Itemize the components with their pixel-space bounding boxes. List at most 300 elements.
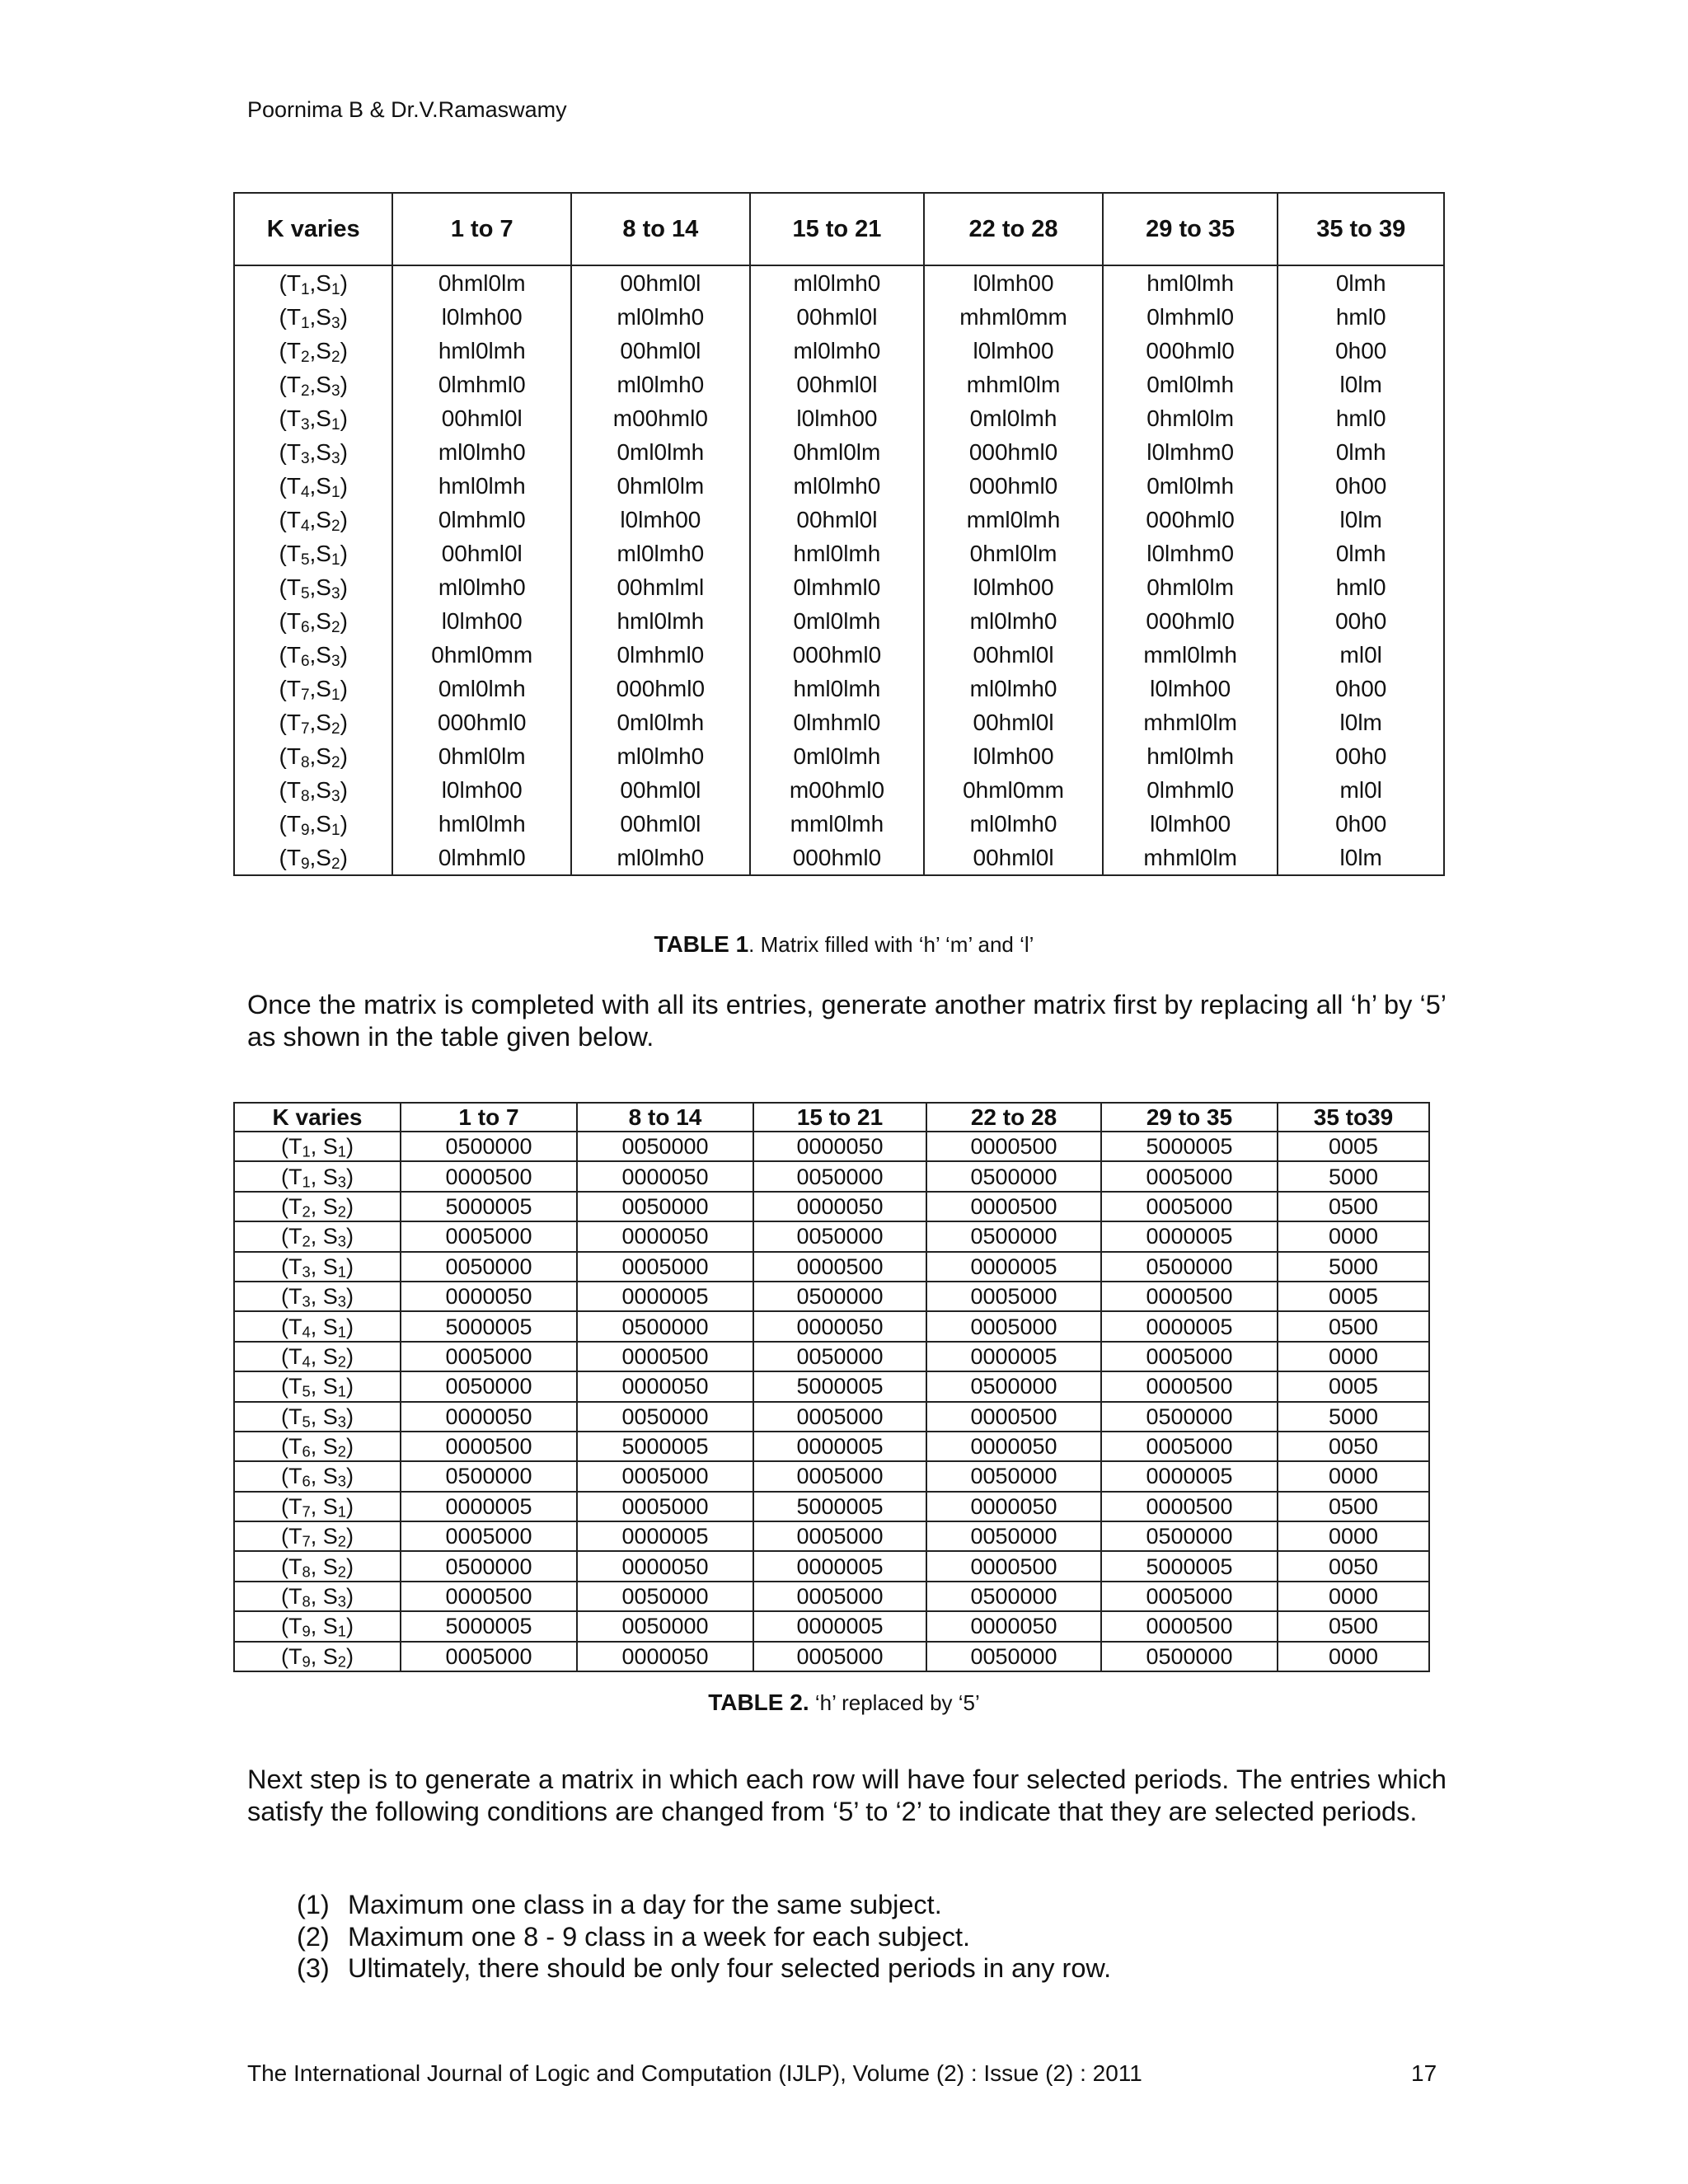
table-row: [234, 300, 1444, 334]
table-cell: 00hml0l: [750, 300, 925, 334]
table-cell: 0500000: [401, 1132, 577, 1161]
table-cell: 0500: [1278, 1492, 1429, 1521]
table-cell: 0050000: [753, 1161, 926, 1191]
table-1-header-row: [234, 193, 1444, 265]
table-cell: 0000050: [401, 1402, 577, 1432]
footer-journal: The International Journal of Logic and Computation (IJLP), Volume (2) : Issue (2) : 2011: [247, 2060, 1142, 2086]
table-cell: 0500000: [926, 1582, 1101, 1611]
row-label: $(T_6,S_2)$: [234, 604, 392, 638]
table-cell: 0000500: [926, 1132, 1101, 1161]
table-cell: l0lmhm0: [1103, 435, 1278, 469]
row-label: $(T_2,S_3)$: [234, 368, 392, 401]
subscript-t: 4: [302, 1323, 311, 1341]
table-cell: 0h00: [1278, 334, 1444, 368]
table-cell: 000hml0: [392, 705, 571, 739]
table-cell: 0005000: [577, 1461, 753, 1491]
table-row: [234, 1221, 1429, 1251]
table-cell: ml0lmh0: [924, 807, 1103, 841]
table-cell: ml0lmh0: [571, 739, 750, 773]
table-cell: 0lmhml0: [392, 368, 571, 401]
table-1-caption-label: TABLE 1: [654, 931, 749, 957]
table-cell: 0005000: [1101, 1161, 1278, 1191]
table-cell: 0500000: [401, 1551, 577, 1581]
table-cell: mml0lmh: [750, 807, 925, 841]
table-cell: 0050000: [753, 1221, 926, 1251]
table-cell: 0500000: [926, 1161, 1101, 1191]
row-label: ($T_4$, $S_2$): [234, 1342, 401, 1371]
table-cell: 00hml0l: [571, 773, 750, 807]
table-cell: 0050000: [577, 1132, 753, 1161]
subscript-s: 3: [331, 449, 340, 467]
subscript-s: 1: [331, 280, 340, 298]
table-row: [234, 537, 1444, 570]
table-cell: 0000005: [753, 1611, 926, 1641]
table-cell: 00hml0l: [750, 368, 925, 401]
table-cell: 0500: [1278, 1311, 1429, 1341]
table-cell: 0000005: [1101, 1311, 1278, 1341]
table-cell: mhml0lm: [1103, 705, 1278, 739]
table-cell: 0ml0lmh: [1103, 368, 1278, 401]
table-cell: 0005000: [577, 1492, 753, 1521]
row-label: $(T_4,S_2)$: [234, 503, 392, 537]
subscript-s: 3: [337, 1413, 346, 1431]
condition-item: [297, 1921, 1111, 1953]
row-label: $(T_1,S_1)$: [234, 265, 392, 300]
subscript-s: 1: [337, 1142, 346, 1160]
table-cell: 0000050: [577, 1161, 753, 1191]
table-cell: 0500000: [1101, 1402, 1278, 1432]
subscript-t: 5: [302, 1382, 311, 1400]
table-row: [234, 1432, 1429, 1461]
row-label: $(T_4,S_1)$: [234, 469, 392, 503]
subscript-s: 2: [331, 719, 340, 738]
table-cell: 000hml0: [924, 469, 1103, 503]
table-cell: 0ml0lmh: [750, 604, 925, 638]
table-cell: ml0lmh0: [750, 265, 925, 300]
conditions-list: [297, 1889, 1111, 1985]
subscript-t: 5: [300, 551, 310, 569]
table-cell: 000hml0: [924, 435, 1103, 469]
subscript-t: 5: [302, 1413, 311, 1431]
table-cell: 0050000: [926, 1521, 1101, 1551]
table-row: [234, 265, 1444, 300]
table-cell: 0000500: [1101, 1492, 1278, 1521]
column-header: 29 to 35: [1101, 1103, 1278, 1132]
row-label: $(T_6,S_3)$: [234, 638, 392, 672]
condition-text: Maximum one 8 - 9 class in a week for each subject.: [348, 1921, 971, 1952]
table-row: [234, 1551, 1429, 1581]
table-cell: 0000: [1278, 1461, 1429, 1491]
row-label: ($T_2$, $S_3$): [234, 1221, 401, 1251]
table-1: [233, 192, 1445, 876]
table-cell: 0050: [1278, 1432, 1429, 1461]
table-cell: ml0l: [1278, 773, 1444, 807]
subscript-t: 3: [300, 415, 310, 434]
subscript-t: 4: [300, 483, 310, 501]
row-label: ($T_6$, $S_3$): [234, 1461, 401, 1491]
table-cell: 0000500: [1101, 1611, 1278, 1641]
subscript-s: 1: [331, 415, 340, 434]
subscript-t: 7: [302, 1532, 311, 1550]
row-label: $(T_8,S_3)$: [234, 773, 392, 807]
table-cell: 0005000: [1101, 1582, 1278, 1611]
subscript-s: 3: [337, 1592, 346, 1610]
column-header: 8 to 14: [577, 1103, 753, 1132]
condition-number: (1): [297, 1890, 330, 1919]
table-cell: 5000: [1278, 1252, 1429, 1282]
subscript-s: 1: [337, 1623, 346, 1641]
row-label: $(T_3,S_1)$: [234, 401, 392, 435]
table-cell: 0050000: [753, 1342, 926, 1371]
table-cell: 0000050: [926, 1432, 1101, 1461]
row-label: ($T_2$, $S_2$): [234, 1192, 401, 1221]
condition-text: Maximum one class in a day for the same subject.: [348, 1890, 942, 1919]
table-row: [234, 1192, 1429, 1221]
table-cell: 0000005: [1101, 1461, 1278, 1491]
table-row: [234, 1371, 1429, 1401]
subscript-s: 2: [337, 1442, 346, 1460]
table-cell: 0005000: [1101, 1342, 1278, 1371]
table-row: [234, 1461, 1429, 1491]
table-cell: 0005000: [753, 1461, 926, 1491]
row-label: $(T_7,S_1)$: [234, 672, 392, 705]
table-cell: 0500000: [926, 1221, 1101, 1251]
table-2-caption-text: ‘h’ replaced by ‘5’: [809, 1690, 980, 1715]
subscript-t: 5: [300, 584, 310, 602]
table-cell: 0005000: [926, 1282, 1101, 1311]
table-cell: ml0lmh0: [571, 537, 750, 570]
table-row: [234, 705, 1444, 739]
table-cell: 0lmhml0: [1103, 300, 1278, 334]
table-cell: 0005: [1278, 1132, 1429, 1161]
table-cell: 0hml0lm: [392, 739, 571, 773]
table-row: [234, 1582, 1429, 1611]
table-cell: 0000005: [1101, 1221, 1278, 1251]
table-cell: ml0lmh0: [392, 435, 571, 469]
table-cell: hml0lmh: [1103, 739, 1278, 773]
subscript-t: 8: [300, 787, 310, 805]
row-label: ($T_5$, $S_1$): [234, 1371, 401, 1401]
table-cell: ml0lmh0: [750, 469, 925, 503]
row-label: $(T_7,S_2)$: [234, 705, 392, 739]
table-cell: 0005000: [401, 1521, 577, 1551]
subscript-s: 2: [331, 348, 340, 366]
table-cell: l0lmh00: [924, 265, 1103, 300]
table-cell: m00hml0: [750, 773, 925, 807]
table-cell: 0500000: [401, 1461, 577, 1491]
table-cell: 0000005: [926, 1342, 1101, 1371]
table-cell: 0000005: [753, 1432, 926, 1461]
table-cell: ml0l: [1278, 638, 1444, 672]
column-header: 15 to 21: [750, 193, 925, 265]
table-cell: 0050000: [577, 1611, 753, 1641]
row-label: ($T_7$, $S_2$): [234, 1521, 401, 1551]
table-cell: 0500000: [1101, 1642, 1278, 1671]
table-cell: 0500: [1278, 1192, 1429, 1221]
table-cell: 000hml0: [750, 638, 925, 672]
subscript-t: 8: [302, 1592, 311, 1610]
column-header: 15 to 21: [753, 1103, 926, 1132]
column-header: 29 to 35: [1103, 193, 1278, 265]
table-row: [234, 1642, 1429, 1671]
table-cell: mhml0mm: [924, 300, 1103, 334]
table-cell: 0hml0lm: [924, 537, 1103, 570]
table-cell: 0000: [1278, 1342, 1429, 1371]
table-cell: 0000050: [926, 1492, 1101, 1521]
table-cell: l0lmh00: [571, 503, 750, 537]
table-row: [234, 672, 1444, 705]
table-2-header-row: [234, 1103, 1429, 1132]
subscript-t: 3: [302, 1292, 311, 1310]
table-row: [234, 604, 1444, 638]
subscript-s: 3: [331, 652, 340, 670]
table-cell: 0500: [1278, 1611, 1429, 1641]
subscript-t: 8: [300, 753, 310, 771]
table-cell: 0h00: [1278, 469, 1444, 503]
table-row: [234, 435, 1444, 469]
table-cell: 5000005: [577, 1432, 753, 1461]
table-cell: 0050: [1278, 1551, 1429, 1581]
table-cell: l0lmh00: [924, 334, 1103, 368]
table-cell: ml0lmh0: [571, 300, 750, 334]
table-cell: 0050000: [926, 1461, 1101, 1491]
condition-number: (3): [297, 1953, 330, 1983]
subscript-t: 1: [302, 1173, 311, 1191]
subscript-s: 1: [331, 551, 340, 569]
table-row: [234, 739, 1444, 773]
table-row: [234, 334, 1444, 368]
table-cell: 0005: [1278, 1282, 1429, 1311]
column-header: K varies: [234, 193, 392, 265]
column-header: 35 to39: [1278, 1103, 1429, 1132]
table-cell: 0000: [1278, 1582, 1429, 1611]
table-cell: ml0lmh0: [571, 841, 750, 875]
table-cell: 0000050: [753, 1192, 926, 1221]
table-cell: 0005000: [753, 1582, 926, 1611]
row-label: ($T_3$, $S_1$): [234, 1252, 401, 1282]
subscript-t: 2: [302, 1202, 311, 1221]
table-cell: 0hml0mm: [924, 773, 1103, 807]
table-row: [234, 1282, 1429, 1311]
table-cell: mml0lmh: [924, 503, 1103, 537]
table-cell: 0ml0lmh: [1103, 469, 1278, 503]
table-1-caption-text: . Matrix filled with ‘h’ ‘m’ and ‘l’: [748, 932, 1034, 957]
subscript-s: 3: [337, 1173, 346, 1191]
row-label: ($T_1$, $S_1$): [234, 1132, 401, 1161]
table-cell: hml0lmh: [392, 807, 571, 841]
subscript-t: 9: [300, 821, 310, 839]
subscript-t: 8: [302, 1563, 311, 1581]
table-cell: hml0lmh: [750, 537, 925, 570]
subscript-s: 3: [337, 1233, 346, 1251]
table-cell: 000hml0: [750, 841, 925, 875]
table-cell: hml0: [1278, 401, 1444, 435]
subscript-s: 2: [337, 1352, 346, 1371]
subscript-s: 1: [337, 1382, 346, 1400]
row-label: $(T_9,S_2)$: [234, 841, 392, 875]
table-row: [234, 368, 1444, 401]
table-cell: 5000005: [753, 1492, 926, 1521]
table-row: [234, 401, 1444, 435]
row-label: $(T_5,S_1)$: [234, 537, 392, 570]
table-cell: 0ml0lmh: [392, 672, 571, 705]
table-cell: l0lmh00: [924, 570, 1103, 604]
table-cell: 5000005: [1101, 1551, 1278, 1581]
column-header: 1 to 7: [401, 1103, 577, 1132]
table-cell: 00hml0l: [392, 537, 571, 570]
table-2: [233, 1102, 1430, 1672]
table-cell: 00hml0l: [924, 841, 1103, 875]
row-label: ($T_3$, $S_3$): [234, 1282, 401, 1311]
table-cell: 0h00: [1278, 672, 1444, 705]
subscript-t: 6: [302, 1442, 311, 1460]
subscript-s: 2: [337, 1202, 346, 1221]
table-cell: hml0: [1278, 570, 1444, 604]
subscript-s: 2: [337, 1563, 346, 1581]
column-header: 8 to 14: [571, 193, 750, 265]
table-row: [234, 1132, 1429, 1161]
table-cell: 0hml0lm: [750, 435, 925, 469]
table-row: [234, 1521, 1429, 1551]
table-cell: 5000005: [401, 1192, 577, 1221]
table-cell: 0050000: [401, 1371, 577, 1401]
table-cell: 5000005: [753, 1371, 926, 1401]
table-cell: l0lm: [1278, 705, 1444, 739]
table-cell: 0005000: [926, 1311, 1101, 1341]
subscript-t: 2: [300, 382, 310, 400]
table-cell: 0005000: [577, 1252, 753, 1282]
table-cell: 0000050: [753, 1132, 926, 1161]
table-cell: 0000500: [1101, 1371, 1278, 1401]
table-cell: 0ml0lmh: [571, 705, 750, 739]
table-cell: 0lmh: [1278, 435, 1444, 469]
subscript-s: 2: [331, 753, 340, 771]
subscript-s: 2: [331, 517, 340, 535]
table-cell: l0lm: [1278, 368, 1444, 401]
subscript-s: 2: [331, 855, 340, 873]
condition-item: [297, 1889, 1111, 1921]
subscript-s: 3: [331, 314, 340, 332]
table-cell: 000hml0: [571, 672, 750, 705]
row-label: ($T_5$, $S_3$): [234, 1402, 401, 1432]
table-cell: 0005000: [753, 1402, 926, 1432]
table-cell: 0lmhml0: [750, 705, 925, 739]
table-cell: 5000005: [401, 1311, 577, 1341]
table-cell: 00hml0l: [750, 503, 925, 537]
table-cell: 000hml0: [1103, 334, 1278, 368]
table-row: [234, 638, 1444, 672]
table-cell: 0hml0lm: [392, 265, 571, 300]
subscript-t: 3: [302, 1263, 311, 1281]
table-cell: 0500000: [1101, 1521, 1278, 1551]
table-cell: 00hml0l: [571, 807, 750, 841]
table-cell: 0050000: [577, 1402, 753, 1432]
table-cell: l0lmh00: [1103, 807, 1278, 841]
table-row: [234, 1161, 1429, 1191]
table-cell: 0hml0lm: [571, 469, 750, 503]
table-cell: 0050000: [577, 1192, 753, 1221]
table-cell: 0000050: [577, 1371, 753, 1401]
table-cell: 0000050: [577, 1642, 753, 1671]
table-cell: 0000: [1278, 1521, 1429, 1551]
table-cell: 000hml0: [1103, 503, 1278, 537]
table-cell: mhml0lm: [1103, 841, 1278, 875]
table-cell: 0000050: [753, 1311, 926, 1341]
table-cell: 0000050: [926, 1611, 1101, 1641]
subscript-s: 2: [331, 618, 340, 636]
table-cell: 0ml0lmh: [750, 739, 925, 773]
table-row: [234, 503, 1444, 537]
subscript-t: 4: [300, 517, 310, 535]
subscript-s: 1: [331, 686, 340, 704]
table-cell: l0lmh00: [1103, 672, 1278, 705]
table-cell: 00h0: [1278, 604, 1444, 638]
row-label: ($T_9$, $S_1$): [234, 1611, 401, 1641]
subscript-t: 9: [300, 855, 310, 873]
table-cell: 00hml0l: [571, 334, 750, 368]
table-cell: 0500000: [753, 1282, 926, 1311]
table-cell: 0ml0lmh: [924, 401, 1103, 435]
subscript-s: 3: [337, 1292, 346, 1310]
table-cell: ml0lmh0: [924, 604, 1103, 638]
table-row: [234, 1402, 1429, 1432]
page-number: 17: [1411, 2060, 1437, 2086]
table-cell: 0000005: [577, 1521, 753, 1551]
table-row: [234, 807, 1444, 841]
row-label: ($T_8$, $S_3$): [234, 1582, 401, 1611]
table-cell: 0050000: [577, 1582, 753, 1611]
subscript-t: 6: [302, 1473, 311, 1491]
table-cell: hml0lmh: [750, 672, 925, 705]
table-cell: 000hml0: [1103, 604, 1278, 638]
table-cell: 0005000: [401, 1221, 577, 1251]
subscript-t: 9: [302, 1623, 311, 1641]
subscript-s: 3: [337, 1473, 346, 1491]
table-cell: 0lmhml0: [392, 503, 571, 537]
row-label: ($T_9$, $S_2$): [234, 1642, 401, 1671]
table-cell: 0005000: [753, 1521, 926, 1551]
row-label: $(T_2,S_2)$: [234, 334, 392, 368]
table-cell: 00hml0l: [924, 638, 1103, 672]
table-cell: 5000: [1278, 1402, 1429, 1432]
table-cell: 0lmh: [1278, 537, 1444, 570]
column-header: 1 to 7: [392, 193, 571, 265]
subscript-s: 1: [337, 1263, 346, 1281]
row-label: $(T_3,S_3)$: [234, 435, 392, 469]
table-cell: 0lmhml0: [571, 638, 750, 672]
subscript-t: 1: [302, 1142, 311, 1160]
table-row: [234, 773, 1444, 807]
condition-item: [297, 1952, 1111, 1985]
table-cell: l0lmhm0: [1103, 537, 1278, 570]
table-cell: l0lmh00: [750, 401, 925, 435]
table-row: [234, 841, 1444, 875]
table-cell: 0000005: [401, 1492, 577, 1521]
table-2-body: [234, 1132, 1429, 1671]
subscript-t: 2: [300, 348, 310, 366]
subscript-t: 6: [300, 618, 310, 636]
subscript-t: 2: [302, 1233, 311, 1251]
table-cell: hml0lmh: [392, 469, 571, 503]
row-label: $(T_9,S_1)$: [234, 807, 392, 841]
table-2-caption-label: TABLE 2.: [708, 1690, 809, 1715]
subscript-s: 1: [337, 1323, 346, 1341]
table-cell: hml0lmh: [1103, 265, 1278, 300]
subscript-t: 7: [302, 1502, 311, 1521]
table-row: [234, 1611, 1429, 1641]
table-row: [234, 469, 1444, 503]
table-cell: ml0lmh0: [924, 672, 1103, 705]
